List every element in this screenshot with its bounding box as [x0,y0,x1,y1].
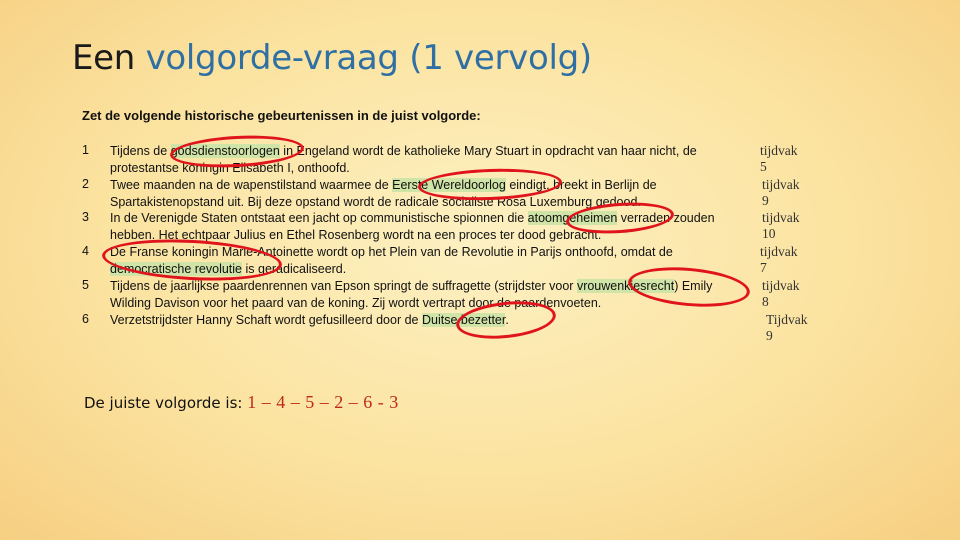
event-text: Twee maanden na de wapenstilstand waarmee de Eerste Wereldoorlog eindigt, breekt in Berlijn de Spartakistenopstand uit. Bij deze opstand wordt de radicale socialiste Rosa Luxemburg gedood. [110,178,657,209]
event-keyword: democratische revolutie [110,261,243,276]
page-title [72,38,592,78]
event-keyword: vrouwenkiesrecht [576,279,675,293]
answer-line [84,392,399,413]
event-text: Verzetstrijdster Hanny Schaft wordt gefusilleerd door de Duitse bezetter. [110,313,509,327]
question-intro: Zet de volgende historische gebeurtenissen in de juist volgorde: [82,108,481,123]
event-number: 4 [82,244,89,258]
title-prefix: Een [72,38,136,78]
event-period: tijdvak 8 [762,278,800,309]
event-number: 2 [82,177,89,191]
event-text: Tijdens de jaarlijkse paardenrennen van Epson springt de suffragette (strijdster voor vrouwenkiesrecht) Emily Wilding Davison voor het paard van de koning. Zij wordt vertrapt door de paardenvoeten. [110,279,713,310]
answer-sequence: 1 – 4 – 5 – 2 – 6 - 3 [247,392,399,412]
event-number: 1 [82,143,89,157]
answer-label: De juiste volgorde is: [84,394,243,412]
event-number: 6 [82,312,89,326]
event-period: Tijdvak 9 [766,312,808,343]
event-period: tijdvak 10 [762,210,800,241]
event-number: 3 [82,210,89,224]
event-number: 5 [82,278,89,292]
event-period: tijdvak 5 [760,143,798,174]
event-keyword: Duitse bezetter [421,313,506,327]
title-accent: volgorde-vraag (1 vervolg) [145,38,592,78]
event-text: In de Verenigde Staten ontstaat een jacht op communistische spionnen die atoomgeheimen verraden zouden hebben. Het echtpaar Julius en Ethel Rosenberg wordt na een proces ter dood gebracht. [110,211,715,242]
event-text: De Franse koningin Marie-Antoinette wordt op het Plein van de Revolutie in Parijs onthoofd, omdat de democratische revolutie is geradicaliseerd. [110,245,673,276]
event-keyword: godsdienstoorlogen [170,144,280,158]
event-keyword: Eerste Wereldoorlog [392,178,506,192]
event-text: Tijdens de godsdienstoorlogen in Engeland wordt de katholieke Mary Stuart in opdracht van haar nicht, de protestantse koningin Elisabeth I, onthoofd. [110,144,697,175]
event-period: tijdvak 9 [762,177,800,208]
event-period: tijdvak 7 [760,244,798,275]
event-keyword: atoomgeheimen [527,211,618,225]
